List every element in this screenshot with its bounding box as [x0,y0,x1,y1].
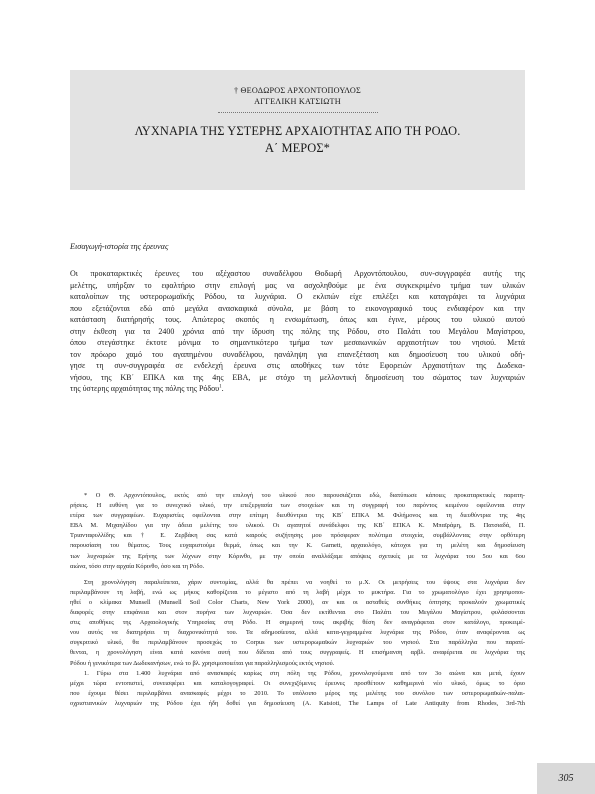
body-line-text: της ύστερης αρχαιότητας της πόλης της Ρόδου [70,384,220,394]
footnote-line: θενται, η χρονολόγηση είναι κατά κανόνα αυτή που δίδεται από τους συγγραφείς. Η επισήμανση αρβλ. αναφέρεται σε λυχνάρια της [70,649,525,657]
article-header [70,70,525,190]
body-line: Οι προκαταρκτικές έρευνες του αξέχαστου συναδέλφου Θοδωρή Αρχοντόπουλου, συν-συγγραφέα αυτής της [70,269,525,278]
footnote-line: στις αποθήκες της Αρχαιολογικής Υπηρεσίας στη Ρόδο. Η σημερινή τους ακριβής θέση δεν αναγράφεται στον κατάλογο, προκειμέ- [70,619,525,627]
footnote-line: αιώνα, τόσο στην αρχαία Κόρινθο, όσο και τη Ρόδο. [70,562,205,570]
author-block [70,85,525,107]
body-line: τον πρόωρο χαμό του αγαπημένου συναδέλφου, ηανάληψη για επανεξέταση και δημοσίευση του υλικού οδή- [70,349,525,359]
body-line: γησε τη συν-συγγραφέα σε ενδελεχή έρευνα στις αποθήκες των τότε Εφορειών Αρχαιοτήτων της Δωδεκα- [70,361,525,371]
footnote-line: ρήσεις. Η ευθύνη για το συνεχτικό υλικό, την επεξεργασία των στοιχείων και τη συγγραφή του παρόντος κειμένου οφείλονται στην [70,502,525,510]
footnote-line: 1. Γύρω στα 1.400 λυχνάρια από ανασκαφές καρίως στη πόλη της Ρόδου, χρονολογούμενα από τον 3ο αιώνα και μετά, έχουν [84,669,525,677]
footnote-line: των λυχναριών της Ερήνης των λύχνων στην Κόρινθο, με την οποία αναλλάξαμε απόψεις σχετικές με τα λυχνάρια του 5ου και 6ου [70,552,525,560]
body-line: νήσου, της ΚΒ΄ ΕΠΚΑ και της 4ης ΕΒΑ, με στόχο τη μελλοντική δημοσίευση του σώματος των λυχναριών [70,372,525,382]
footnote-line: παρουσίαση του θέματος. Τους ευχαριστούμε θερμά, όπως και την K. Garnett, αρχαιολόγο, κάτοχοι για τη μελέτη και δημοσίευση [70,542,525,550]
footnote-line: διαφορές στην επιφάνεια και στον πυρήνα των λυχναριών. Όσα δεν εκτίθενται στο Παλάτι του Μεγάλου Μαγίστρου, φυλάσσονται [70,609,525,617]
dotted-divider [218,112,378,113]
footnote-line: οχριστιανικών λυχναριών της Ρόδου έχει ήδη δοθεί για δημοσίευση (A. Katsioti, The Lamps of Late Antiquity from Rhodes, 3rd-7th [70,699,525,707]
footnote-line: ηθεί ο κλίμακα Munsell (Munsell Soil Color Charts, New York 2000), αν και οι ασταθείς συνθήκες όπτησης προκαλούν χρωματικές [70,598,525,606]
body-line: μελέτης, υπήρξαν το εφαλτήριο στην επιλογή μας να ασχοληθούμε με ένα συγκεκριμένο τμήμα των υλικών [70,280,525,290]
footnote-line: ΕΒΑ Μ. Μιχαηλίδου για την άδεια μελέτης του υλικού. Οι αγαπητοί συνάδελφοι της ΚΒ΄ ΕΠΚΑ Κ. Μπαϊράμη, Β. Πατσιαδά, Π. [70,522,525,530]
body-line: που εξετάζονται εδώ από μεγάλα ανασκαφικά σύνολα, με βάση το εικονογραφικό τους ενδιαφέρον και την [70,303,525,313]
footnote-ref: 1 [219,384,222,390]
footnotes [70,491,525,709]
footnote-line: περιλαμβάνουν τη λαβή, ενώ ως μήκος καθορίζεται το μέγιστο από τη λαβή μέχρι το μυκτήρα. Για το χρωματολόγιο έχει χρησιμοποι- [70,588,525,596]
body-line: όπου στεγάστηκε έκτοτε μόνιμα το σημαντικότερο τμήμα των μεσαιωνικών αρχαιοτήτων του νησιού. Μετά [70,338,525,348]
footnote-line: συγκριτικό υλικό, θα περιλαμβάνουν προσεχώς το Corpus των υστερορωμαϊκών λυχναριών του νησιού. Στα παράλληλα που παρατί- [70,639,525,647]
author-name: † ΘΕΟΔΩΡΟΣ ΑΡΧΟΝΤΟΠΟΥΛΟΣ [234,86,361,95]
footnote-line: Ρόδου ή γενικότερα των Δωδεκανήσων, ενώ το βλ. χρησιμοποιείται για παραλληλισμούς εκτός νησιού. [70,659,335,667]
footnote-line: Τριανταφυλλίδης και † Ε. Ζερβάκη σας κατά καιρούς συζήτησης μου πρόσφεραν πολύτιμα στοιχεία, συμβάλλοντας στην ορθότερη [70,532,525,540]
body-line: κατάσταση διατήρησής τους. Απώτερος σκοπός η ενσωμάτωση, όπως και έγινε, μέρους του υλικού αυτού [70,315,525,325]
body-paragraph [70,268,525,395]
article-title [70,123,525,157]
footnote-line: νου αυτός να διατηρήσει τη διαχρονικότητά του. Τα αδημοσίευτα, αλλά κατα-γεγραμμένα λυχνάρια της Ρόδου, όταν αναφέρονται ως [70,629,525,637]
body-line: καταλοίπων της υστερορωμαϊκής Ρόδου, τα λυχνάρια. Ο εκλιπών είχε επιλέξει και καταγράψει τα λυχνάρια [70,292,525,302]
title-line: Α΄ ΜΕΡΟΣ* [265,141,330,155]
footnote-line: μέχρι τώρα εντοπιστεί, συνεισφέρει και καταλογογραφεί. Οι συνεχιζόμενες έρευνες προσθέτουν καθημερινά νέο υλικό, όμως το όριο [70,679,525,687]
title-line: ΛΥΧΝΑΡΙΑ ΤΗΣ ΥΣΤΕΡΗΣ ΑΡΧΑΙΟΤΗΤΑΣ ΑΠΟ ΤΗ ΡΟΔΟ. [134,124,461,138]
section-heading: Εισαγωγή-ιστορία της έρευνας [70,242,169,251]
page-number: 305 [537,763,595,794]
footnote-line: Στη χρονολόγηση παραλείπεται, χάριν συντομίας, αλλά θα πρέπει να νοηθεί το μ.Χ. Οι μετρήσεις του ύψους στα λυχνάρια δεν [84,578,525,586]
footnote-line: που έχουμε θέσει περιλαμβάνει ανασκαφές μέχρι το 2010. Το υπόλοιπο μέρος της μελέτης του συνόλου των υστερορωμαϊκών-παλαι- [70,689,525,697]
footnote-line: ετέρα των συγγραφέων. Ευχαριστίες οφείλονται στην επίτιμη διευθύντρια της ΚΒ΄ ΕΠΚΑ Μ. Φιλήμονος και τη διευθύντρια της 4ης [70,512,525,520]
footnote-line: * Ο Θ. Αρχοντόπουλος, εκτός από την επιλογή του υλικού που παρουσιάζεται εδώ, διατύπωσε κάποιες προκαταρκτικές παρατη- [84,492,525,499]
author-name: ΑΓΓΕΛΙΚΗ ΚΑΤΣΙΩΤΗ [254,97,341,106]
body-line: της ύστερης αρχαιότητας της πόλης της Ρόδου$^1$. [70,384,224,394]
body-line: στην έκθεση για τα 2400 χρόνια από την ίδρυση της πόλης της Ρόδου, στο Παλάτι του Μεγάλου Μαγίστρου, [70,326,525,336]
